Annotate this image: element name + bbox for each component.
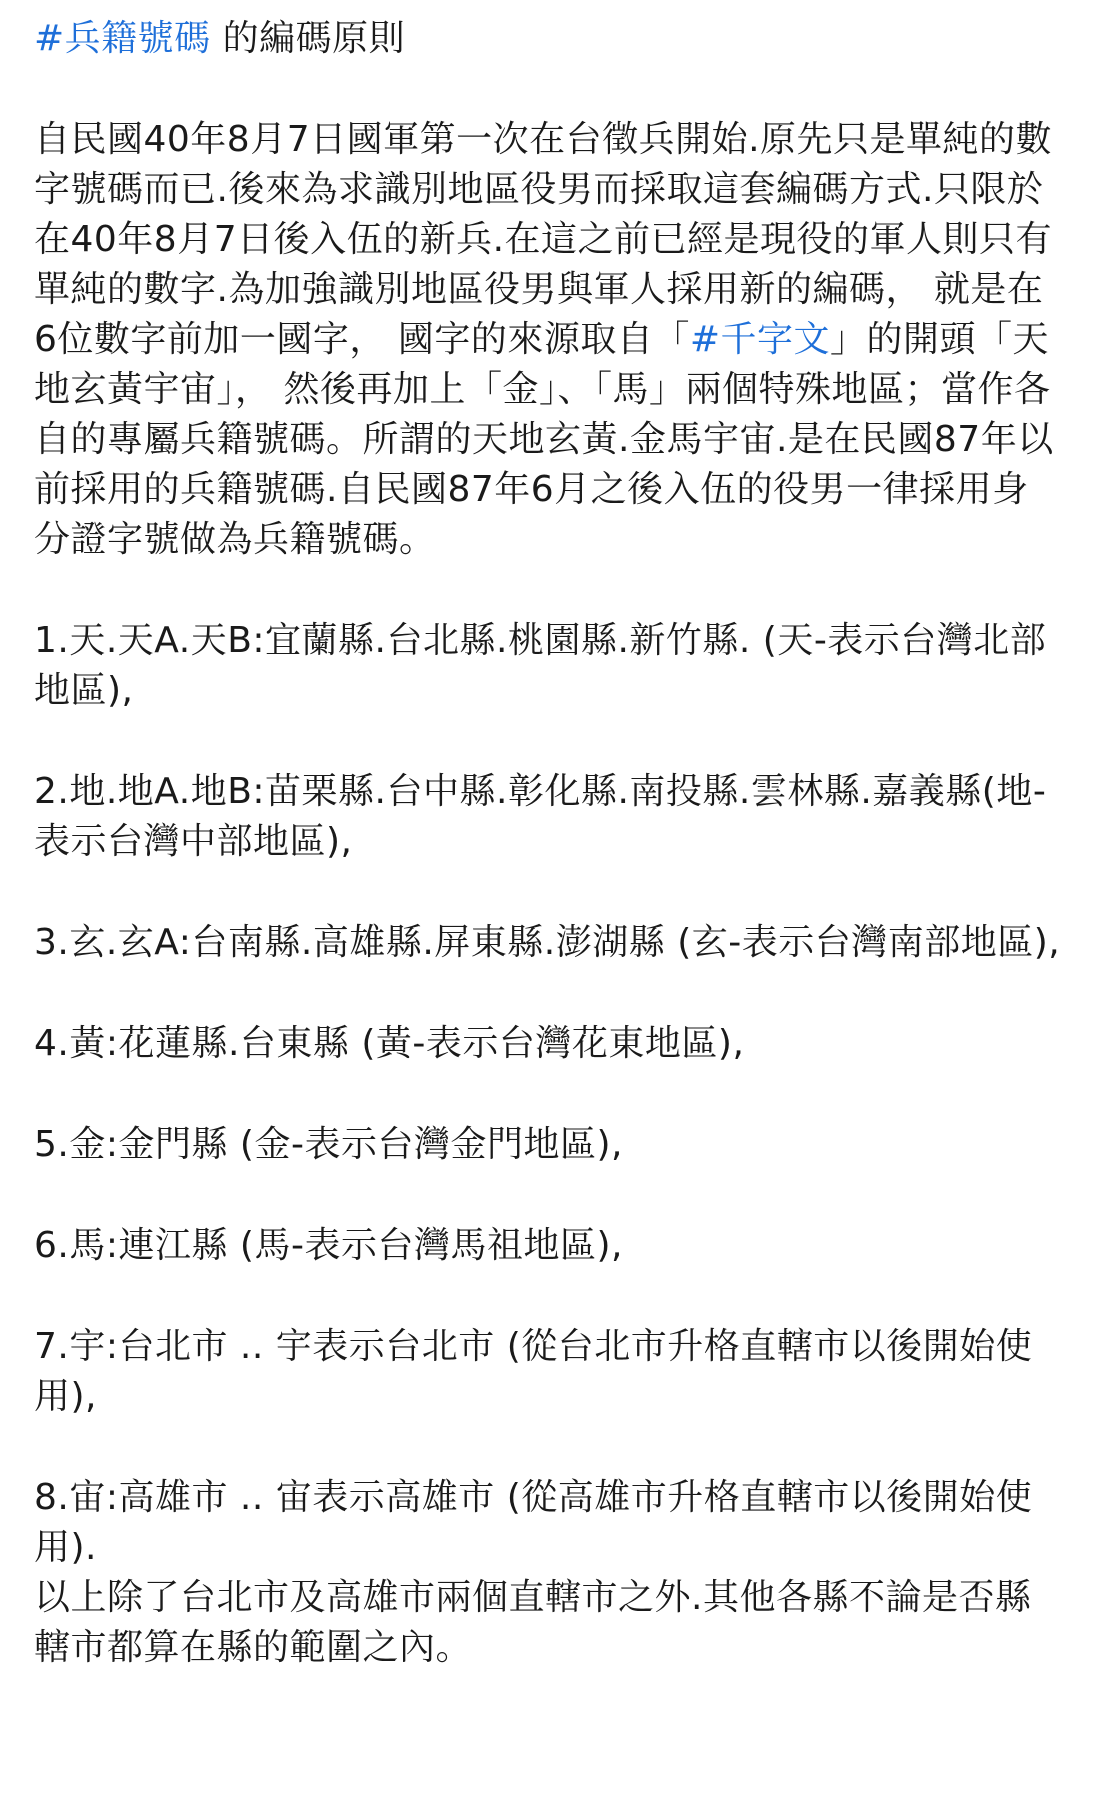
- spacer: [34, 1271, 1064, 1322]
- hashtag-qianziwen[interactable]: #千字文: [689, 319, 831, 360]
- list-item-jin: 5.金:金門縣 (金-表示台灣金門地區),: [34, 1124, 623, 1165]
- list-item-xuan: 3.玄.玄A:台南縣.高雄縣.屏東縣.澎湖縣 (玄-表示台灣南部地區),: [34, 922, 1061, 963]
- list-item-ma: 6.馬:連江縣 (馬-表示台灣馬祖地區),: [34, 1225, 623, 1266]
- spacer: [34, 1069, 1064, 1120]
- spacer: [34, 716, 1064, 767]
- intro-paragraph: [34, 115, 1064, 565]
- list-item-zhou: 8.宙:高雄市 .. 宙表示高雄市 (從高雄市升格直轄市以後開始使用).: [34, 1477, 1033, 1568]
- spacer: [34, 1170, 1064, 1221]
- list-item-di: 2.地.地A.地B:苗栗縣.台中縣.彰化縣.南投縣.雲林縣.嘉義縣(地-表示台灣中部地區),: [34, 771, 1047, 862]
- post-title: [34, 14, 1064, 64]
- list-item-tian: 1.天.天A.天B:宜蘭縣.台北縣.桃園縣.新竹縣. (天-表示台灣北部地區),: [34, 620, 1047, 711]
- spacer: [34, 64, 1064, 115]
- spacer: [34, 968, 1064, 1019]
- list-item-yu: 7.宇:台北市 .. 宇表示台北市 (從台北市升格直轄市以後開始使用),: [34, 1326, 1033, 1417]
- list-item-huang: 4.黃:花蓮縣.台東縣 (黃-表示台灣花東地區),: [34, 1023, 745, 1064]
- hashtag-bingji-haoma[interactable]: #兵籍號碼: [34, 18, 211, 59]
- spacer: [34, 867, 1064, 918]
- post-title-text: 的編碼原則: [210, 18, 406, 59]
- intro-text-before: 自民國40年8月7日國軍第一次在台徵兵開始.原先只是單純的數字號碼而已.後來為求識別地區役男而採取這套編碼方式.只限於在40年8月7日後入伍的新兵.在這之前已經是現役的軍人則只有單純的數字.為加強識別地區役男與軍人採用新的編碼， 就是在6位數字前加一國字， 國字的來源取自「: [34, 119, 1053, 360]
- spacer: [34, 565, 1064, 616]
- spacer: [34, 1422, 1064, 1473]
- closing-paragraph: 以上除了台北市及高雄市兩個直轄市之外.其他各縣不論是否縣轄市都算在縣的範圍之內。: [34, 1577, 1032, 1668]
- intro-text-after: 」的開頭「天地玄黃宇宙」， 然後再加上「金」、「馬」兩個特殊地區；當作各自的專屬兵籍號碼。所謂的天地玄黃.金馬宇宙.是在民國87年以前採用的兵籍號碼.自民國87年6月之後入伍的役男一律採用身分證字號做為兵籍號碼。: [34, 319, 1054, 560]
